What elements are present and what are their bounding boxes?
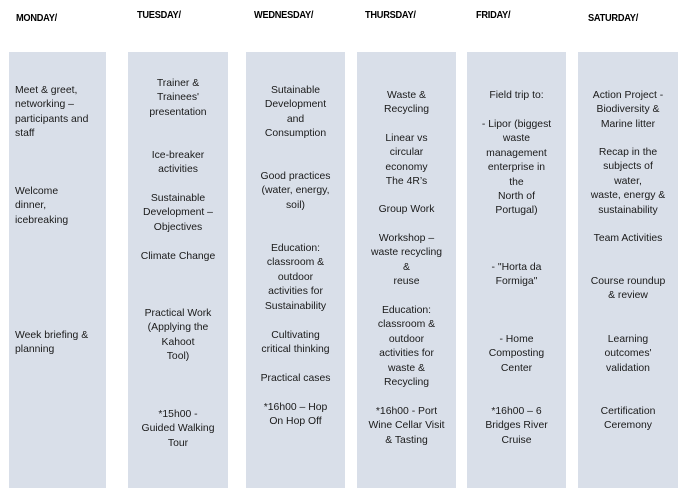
friday-item-5: *16h00 – 6 Bridges River Cruise	[485, 406, 548, 446]
thursday-item-3: Group Work	[378, 204, 435, 215]
saturday-item-2: Recap in the subjects of water, waste, energy & sustainability	[590, 147, 666, 216]
monday-item-3: Week briefing & planning	[15, 330, 89, 356]
tuesday-item-1: Trainer & Trainees' presentation	[149, 78, 207, 118]
thursday-item-4: Workshop – waste recycling & reuse	[370, 233, 443, 288]
column-wednesday	[246, 52, 345, 488]
friday-item-4: - Home Composting Center	[488, 334, 545, 374]
header-friday: FRIDAY/	[476, 9, 511, 21]
tuesday-item-6: *15h00 - Guided Walking Tour	[141, 409, 215, 449]
thursday-item-6: *16h00 - Port Wine Cellar Visit & Tasting	[368, 406, 445, 446]
header-monday: MONDAY/	[16, 12, 57, 24]
friday-item-2: - Lipor (biggest waste management enterprise in the North of Portugal)	[481, 119, 552, 217]
header-wednesday: WEDNESDAY/	[254, 9, 314, 21]
saturday-item-4: Course roundup & review	[590, 276, 666, 302]
monday-item-1: Meet & greet, networking – participants and staff	[15, 85, 89, 140]
saturday-item-3: Team Activities	[593, 233, 663, 244]
friday-item-1: Field trip to:	[489, 90, 544, 101]
wednesday-item-4: Cultivating critical thinking	[261, 330, 330, 356]
wednesday-item-3: Education: classroom & outdoor activities for Sustainability	[264, 243, 327, 312]
wednesday-item-5: Practical cases	[260, 373, 331, 384]
saturday-item-5: Learning outcomes' validation	[604, 334, 652, 374]
thursday-item-5: Education: classroom & outdoor activities for waste & Recycling	[377, 305, 436, 389]
thursday-item-1: Waste & Recycling	[383, 90, 430, 116]
column-tuesday	[128, 52, 228, 488]
tuesday-item-3: Sustainable Development – Objectives	[143, 193, 213, 233]
tuesday-item-4: Climate Change	[140, 251, 216, 262]
column-thursday	[357, 52, 456, 488]
header-tuesday: TUESDAY/	[137, 9, 181, 21]
wednesday-item-2: Good practices (water, energy, soil)	[260, 171, 331, 211]
column-friday	[467, 52, 566, 488]
friday-item-3: - "Horta da Formiga"	[491, 262, 542, 288]
saturday-item-1: Action Project - Biodiversity & Marine litter	[592, 90, 664, 130]
tuesday-item-5: Practical Work (Applying the Kahoot Tool)	[144, 308, 212, 363]
wednesday-item-6: *16h00 – Hop On Hop Off	[263, 402, 328, 428]
column-saturday	[578, 52, 678, 488]
saturday-item-6: Certification Ceremony	[600, 406, 656, 432]
header-thursday: THURSDAY/	[365, 9, 416, 21]
monday-item-2: Welcome dinner, icebreaking	[15, 186, 69, 226]
wednesday-item-1: Sutainable Development and Consumption	[264, 85, 327, 140]
column-monday	[9, 52, 106, 488]
header-saturday: SATURDAY/	[588, 12, 638, 24]
thursday-item-2: Linear vs circular economy The 4R’s	[385, 133, 428, 188]
tuesday-item-2: Ice-breaker activities	[151, 150, 205, 176]
